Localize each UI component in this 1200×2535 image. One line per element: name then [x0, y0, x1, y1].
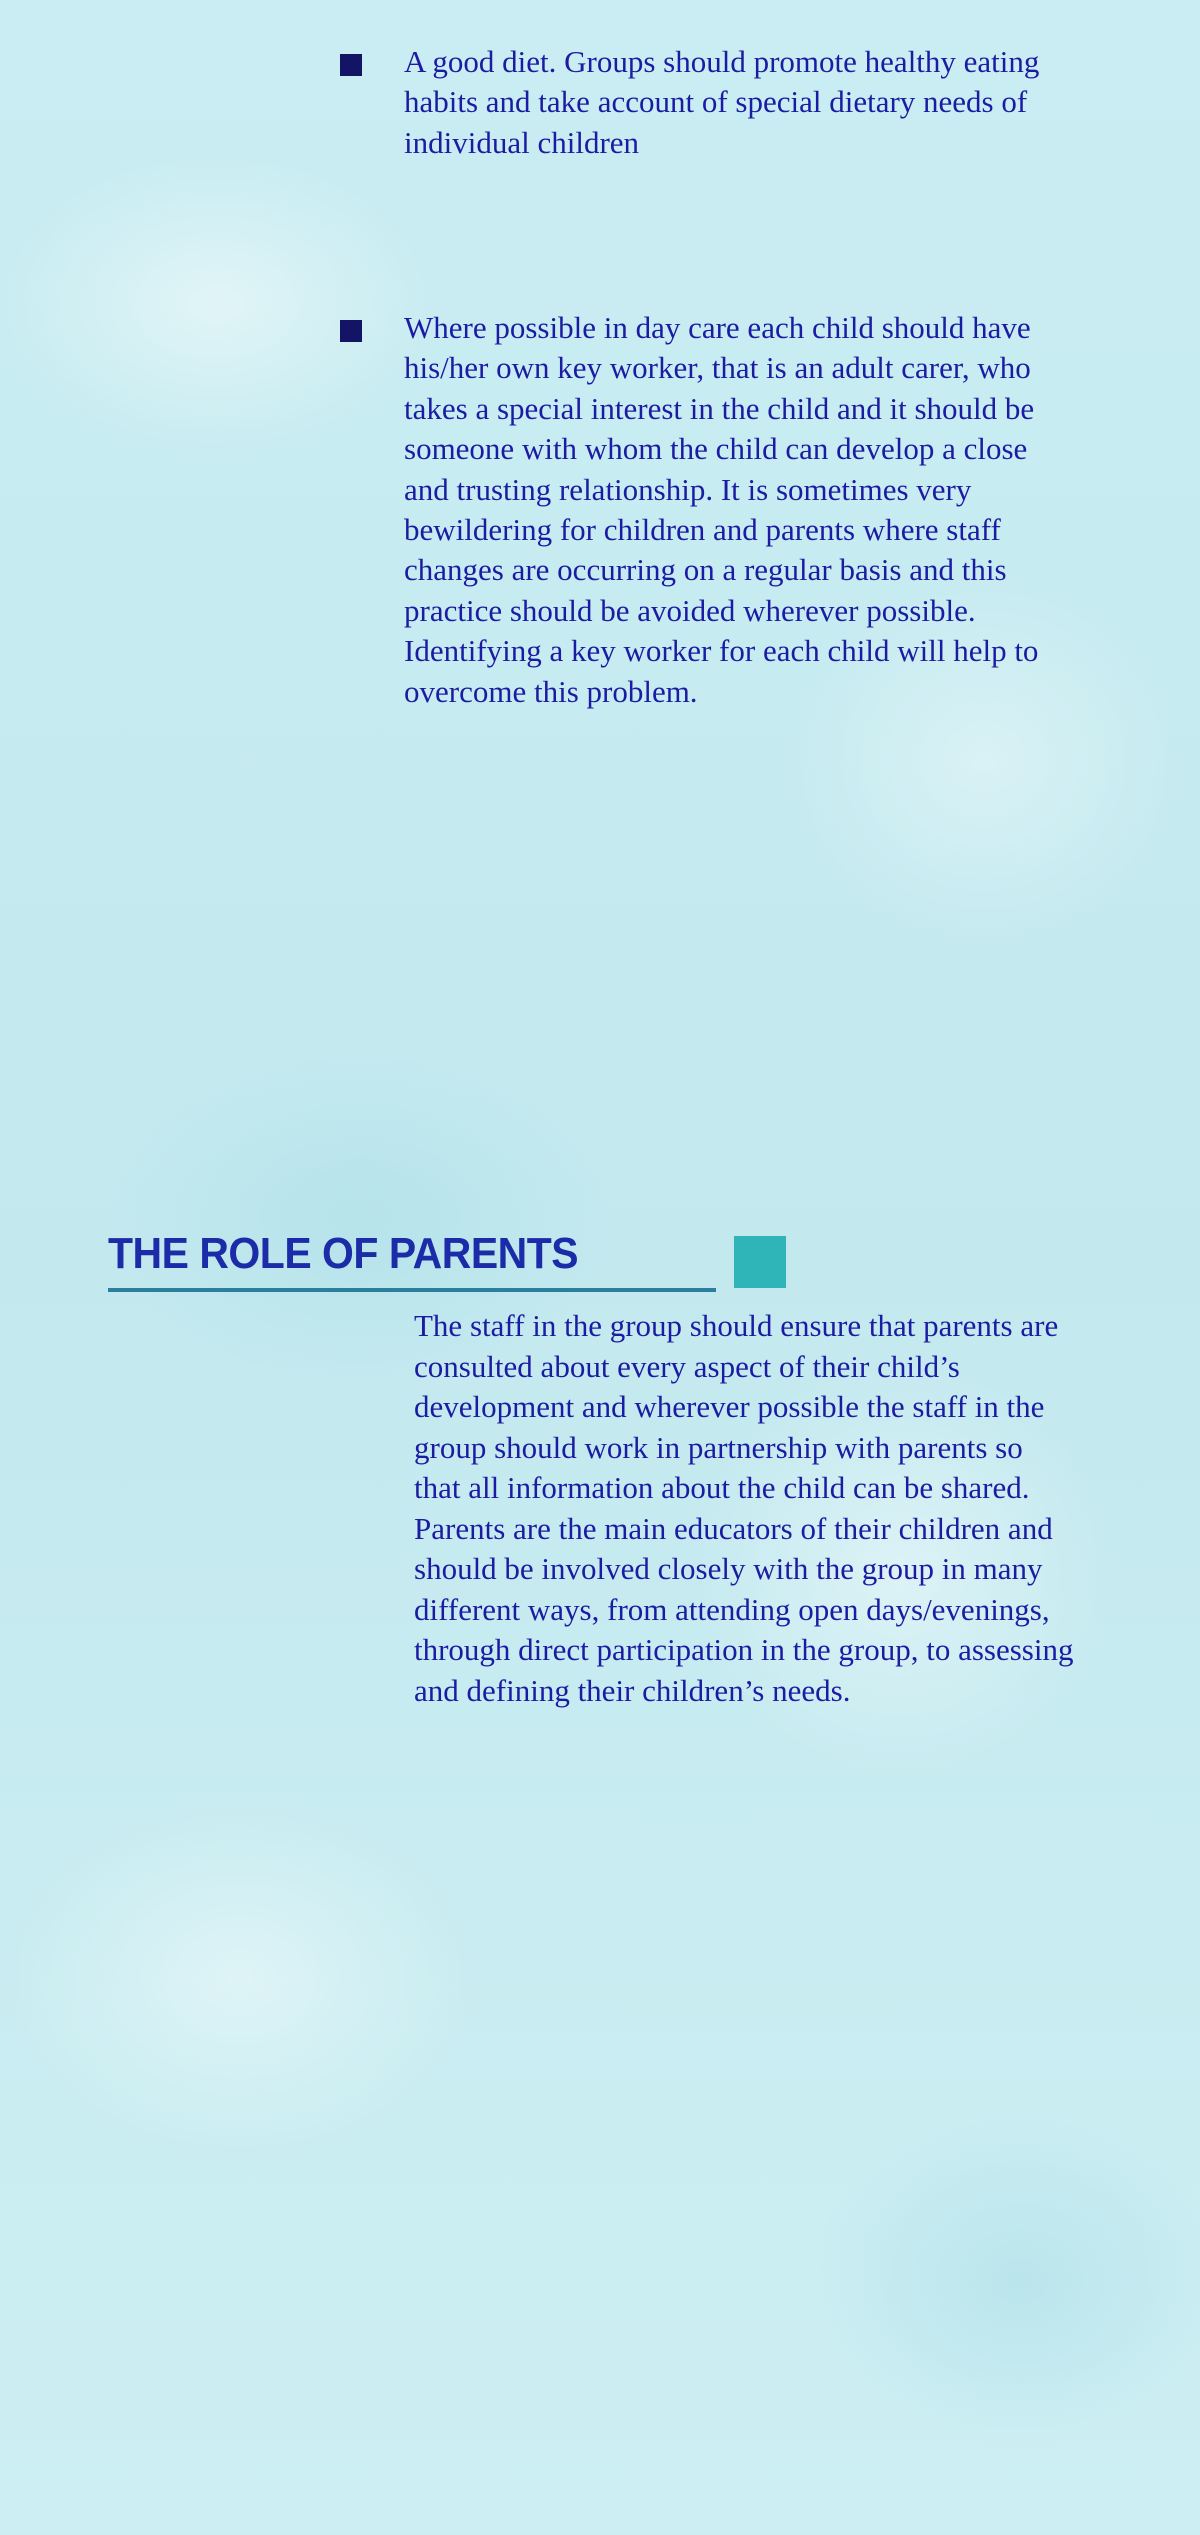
section-heading [108, 1226, 808, 1296]
bullet-text: Where possible in day care each child should have his/her own key worker, that is an adult carer, who takes a special interest in the child and it should be someone with whom the child can develop a close and trusting relationship. It is sometimes very bewildering for children and parents where staff changes are occurring on a regular basis and this practice should be avoided wherever possible. Identifying a key worker for each child will help to overcome this problem. [404, 310, 1039, 709]
section-body: The staff in the group should ensure that parents are consulted about every aspect of their child’s development and wherever possible the staff in the group should work in partnership with parents so that all information about the child can be shared. Parents are the main educators of their children and should be involved closely with the group in many different ways, from attending open days/evenings, through direct participation in the group, to assessing and defining their children’s needs. [414, 1308, 1074, 1708]
teal-square-icon [734, 1236, 786, 1288]
title-underline [108, 1288, 716, 1292]
bullet-item-diet [340, 42, 1060, 163]
bullet-item-key-worker [340, 308, 1060, 712]
bullet-square-icon [340, 54, 362, 76]
bullet-square-icon [340, 320, 362, 342]
bullet-text: A good diet. Groups should promote healthy eating habits and take account of special dietary needs of individual children [404, 44, 1040, 160]
section-title: THE ROLE OF PARENTS [108, 1229, 579, 1278]
